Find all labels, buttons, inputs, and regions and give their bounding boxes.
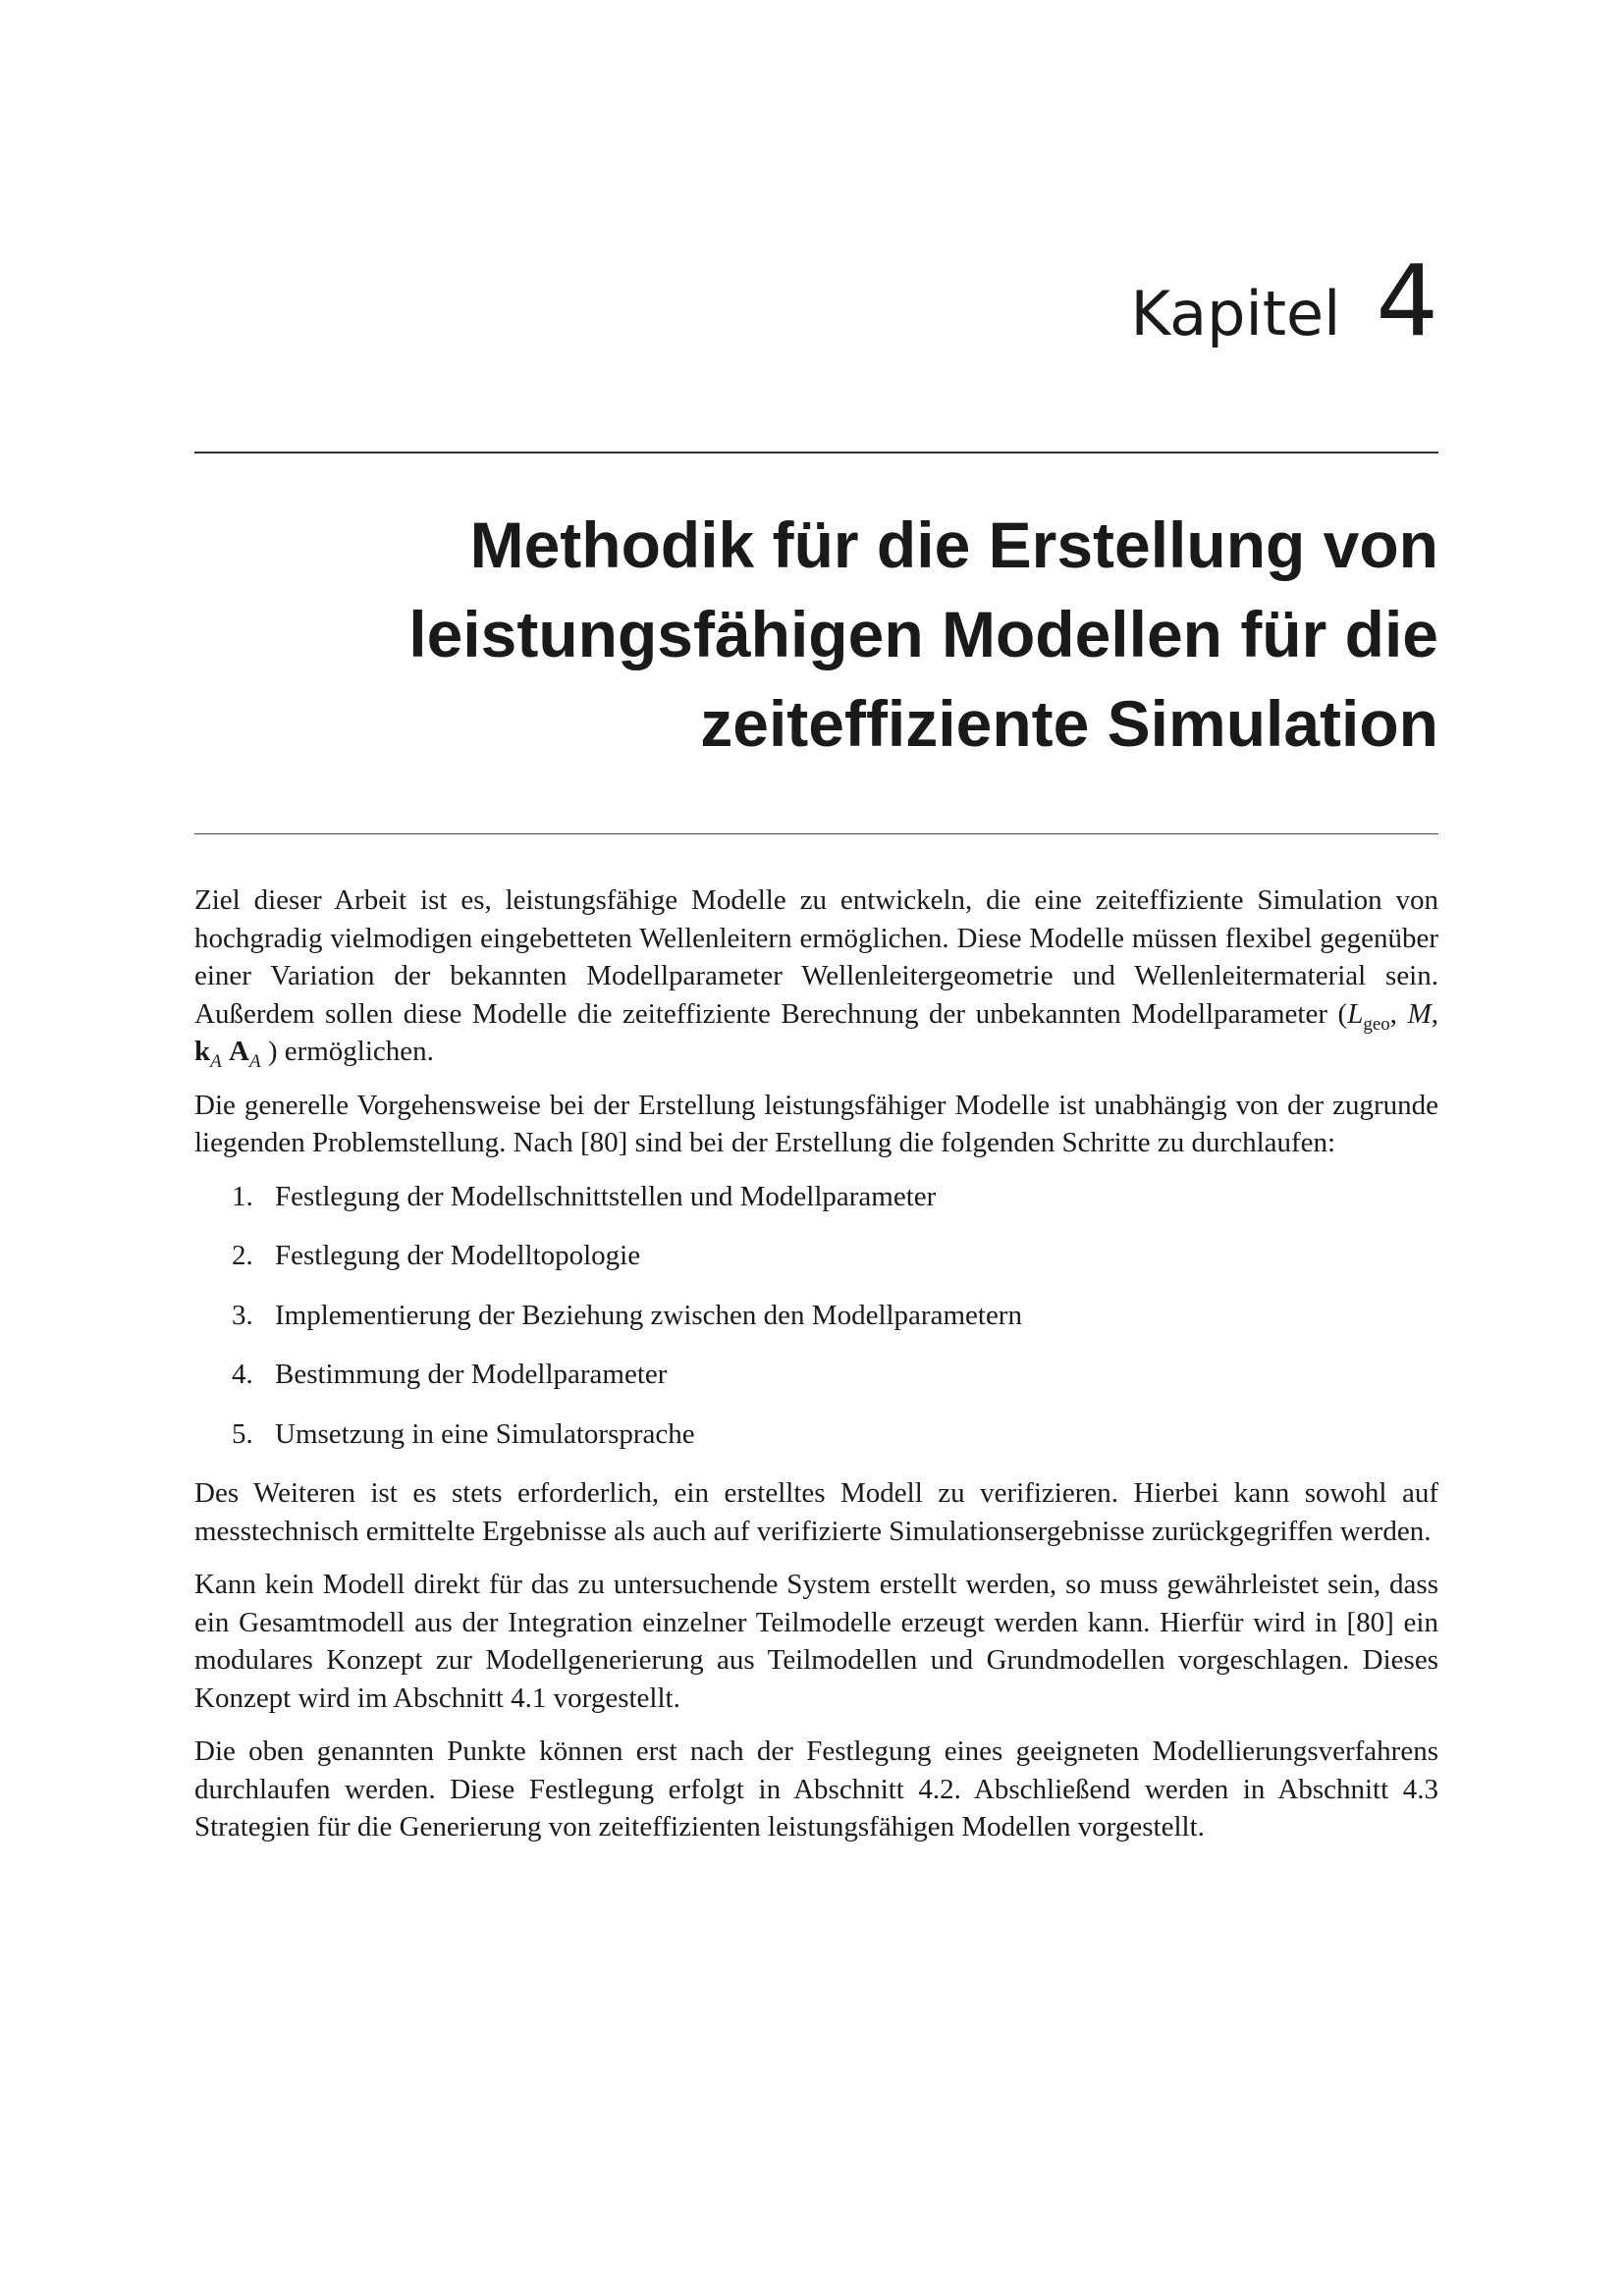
list-item-number: 3. [232,1299,253,1331]
chapter-heading [1131,243,1438,358]
list-item [194,1178,1438,1216]
title-line: leistungsfähigen Modellen für die [408,598,1438,670]
symbol-l-subscript: geo [1363,1013,1390,1035]
separator: , [1431,997,1439,1030]
list-item [194,1415,1438,1454]
list-item-text: Implementierung der Beziehung zwischen den Modellparametern [275,1299,1022,1331]
list-item [194,1297,1438,1335]
symbol-k-subscript: A [210,1050,222,1072]
list-item-text: Bestimmung der Modellparameter [275,1359,668,1390]
paragraph-procedure: Die generelle Vorgehensweise bei der Erstellung leistungsfähiger Modelle ist unabhängig von der zugrunde liegenden Problemstellung. Nach [80] sind bei der Erstellung die folgenden Schritte zu durchlaufen: [194,1089,1438,1158]
chapter-title [260,501,1438,769]
paragraph-modular-concept: Kann kein Modell direkt für das zu untersuchende System erstellt werden, so muss gewährleistet sein, dass ein Gesamtmodell aus der Integration einzelner Teilmodelle erzeugt werden kann. Hierfür wird in [80] ein modulares Konzept zur Modellgenerierung aus Teilmodellen und Grundmodellen vorgeschlagen. Dieses Konzept wird im Abschnitt 4.1 vorgestellt. [194,1569,1438,1714]
list-item-number: 1. [232,1180,253,1212]
symbol-m: M [1407,997,1432,1030]
top-divider [194,452,1438,454]
bottom-divider [194,833,1438,834]
paragraph-intro [194,881,1438,1071]
list-item-text: Festlegung der Modellschnittstellen und Modellparameter [275,1180,937,1212]
title-line: Methodik für die Erstellung von [469,508,1438,581]
list-item-text: Umsetzung in eine Simulatorsprache [275,1417,695,1450]
symbol-k: k [194,1036,211,1067]
list-item [194,1237,1438,1275]
separator: , [1389,997,1408,1030]
list-item [194,1356,1438,1394]
paragraph-outlook: Die oben genannten Punkte können erst nach der Festlegung eines geeigneten Modellierungsverfahrens durchlaufen werden. Diese Festlegung erfolgt in Abschnitt 4.2. Abschließend werden in Abschnitt 4.3 Strategien für die Generierung von zeiteffizienten leistungsfähigen Modellen vorgestellt. [194,1735,1438,1842]
paragraph-intro-tail: ) ermöglichen. [260,1036,434,1067]
body-text [194,881,1438,1862]
symbol-a-subscript: A [248,1050,261,1072]
chapter-word: Kapitel [1130,278,1341,349]
list-item-number: 2. [232,1240,253,1271]
chapter-number: 4 [1376,243,1438,358]
list-item-text: Festlegung der Modelltopologie [275,1240,641,1271]
symbol-a: A [229,1036,249,1067]
steps-list [194,1178,1438,1454]
paragraph-intro-text: Ziel dieser Arbeit ist es, leistungsfähige Modelle zu entwickeln, die eine zeiteffiziente Simulation von hochgradig vielmodigen eingebetteten Wellenleitern ermöglichen. Diese Modelle müssen flexibel gegenüber einer Variation der bekannten Modellparameter Wellenleitergeometrie und Wellenleitermaterial sein. Außerdem sollen diese Modelle die zeiteffiziente Berechnung der unbekannten Modellparameter ( [194,884,1438,1030]
paragraph-verification: Des Weiteren ist es stets erforderlich, ein erstelltes Modell zu verifizieren. Hierbei kann sowohl auf messtechnisch ermittelte Ergebnisse als auch auf verifizierte Simulationsergebnisse zurückgegriffen werden. [194,1477,1438,1547]
symbol-l: L [1347,997,1364,1030]
title-line: zeiteffiziente Simulation [700,687,1438,760]
list-item-number: 4. [232,1359,253,1390]
list-item-number: 5. [232,1417,253,1450]
